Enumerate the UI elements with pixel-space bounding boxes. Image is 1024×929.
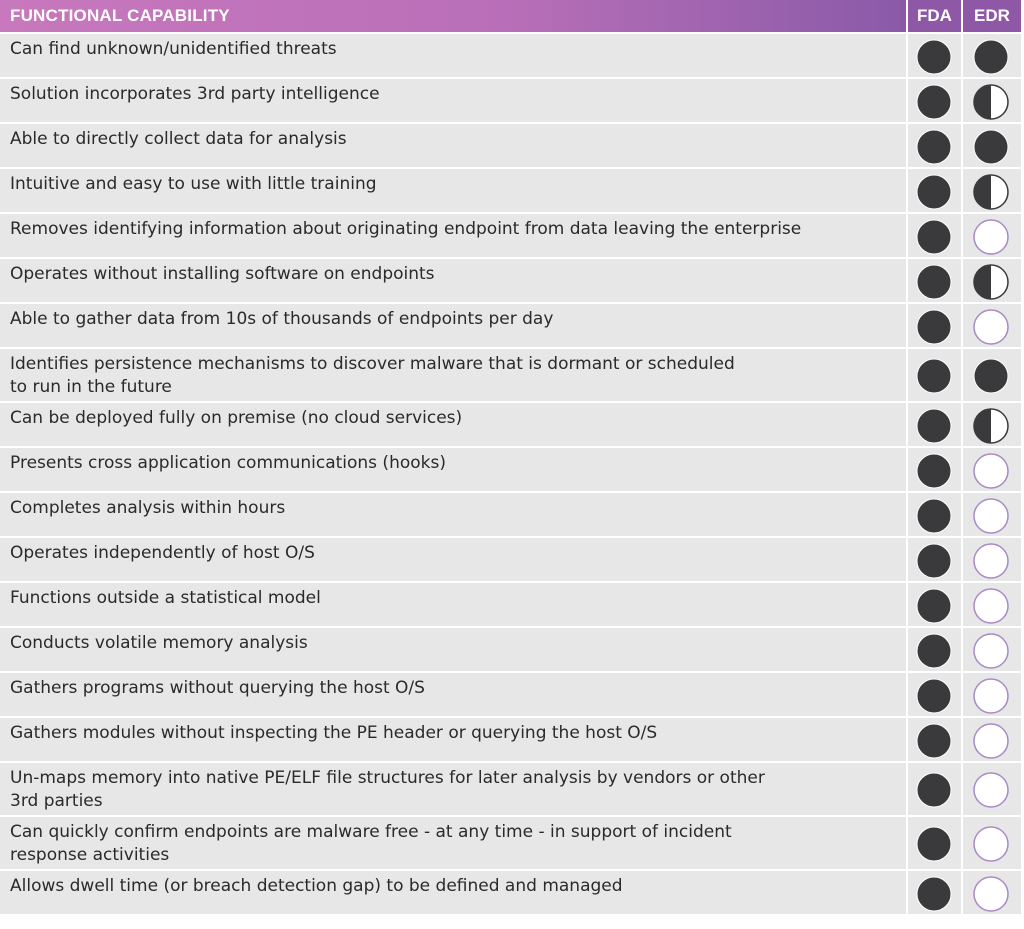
table-row [0,79,1024,122]
capability-label [0,493,906,536]
empty-circle-icon [973,219,1009,255]
full-circle-icon [916,358,952,394]
edr-rating-cell [963,349,1021,401]
fda-rating-cell [908,79,961,122]
edr-rating-cell [963,124,1021,167]
capability-label [0,673,906,716]
capability-label [0,349,906,401]
edr-rating-cell [963,403,1021,446]
table-row [0,259,1024,302]
capability-text-line: Completes analysis within hours [10,498,286,518]
full-circle-icon [916,876,952,912]
capability-label [0,304,906,347]
table-row [0,448,1024,491]
empty-circle-icon [973,309,1009,345]
capability-label [0,34,906,77]
capability-label [0,871,906,914]
table-row [0,304,1024,347]
capability-text-line: Conducts volatile memory analysis [10,633,308,653]
edr-rating-cell [963,718,1021,761]
empty-circle-icon [973,498,1009,534]
table-row [0,403,1024,446]
capability-text-line: Gathers programs without querying the host O/S [10,678,425,698]
capability-text-line: Un-maps memory into native PE/ELF file structures for later analysis by vendors or other [10,768,765,788]
full-circle-icon [916,633,952,669]
edr-rating-cell [963,259,1021,302]
table-row [0,763,1024,815]
header-edr: EDR [963,0,1021,32]
table-row [0,817,1024,869]
capability-label [0,718,906,761]
empty-circle-icon [973,543,1009,579]
full-circle-icon [916,408,952,444]
table-row [0,718,1024,761]
capability-text-line: to run in the future [10,377,172,397]
capability-label [0,259,906,302]
table-row [0,34,1024,77]
capability-text-line: Presents cross application communications (hooks) [10,453,446,473]
empty-circle-icon [973,633,1009,669]
full-circle-icon [973,39,1009,75]
capability-text-line: Can be deployed fully on premise (no cloud services) [10,408,463,428]
table-row [0,169,1024,212]
capability-label [0,124,906,167]
edr-rating-cell [963,763,1021,815]
fda-rating-cell [908,817,961,869]
table-row [0,583,1024,626]
capability-label [0,817,906,869]
full-circle-icon [916,588,952,624]
fda-rating-cell [908,448,961,491]
full-circle-icon [973,129,1009,165]
empty-circle-icon [973,876,1009,912]
full-circle-icon [916,39,952,75]
half-circle-icon [973,264,1009,300]
capability-text-line: Functions outside a statistical model [10,588,321,608]
capability-label [0,403,906,446]
empty-circle-icon [973,588,1009,624]
edr-rating-cell [963,871,1021,914]
edr-rating-cell [963,673,1021,716]
header-capability: FUNCTIONAL CAPABILITY [0,0,906,32]
full-circle-icon [916,543,952,579]
capability-text-line: Removes identifying information about originating endpoint from data leaving the enterprise [10,219,802,239]
full-circle-icon [916,826,952,862]
table-row [0,871,1024,914]
full-circle-icon [916,174,952,210]
edr-rating-cell [963,538,1021,581]
fda-rating-cell [908,871,961,914]
capability-text-line: Intuitive and easy to use with little training [10,174,377,194]
empty-circle-icon [973,453,1009,489]
fda-rating-cell [908,538,961,581]
edr-rating-cell [963,79,1021,122]
full-circle-icon [916,129,952,165]
table-row [0,673,1024,716]
fda-rating-cell [908,214,961,257]
fda-rating-cell [908,403,961,446]
capability-label [0,169,906,212]
edr-rating-cell [963,583,1021,626]
edr-rating-cell [963,214,1021,257]
table-header [0,0,1024,32]
edr-rating-cell [963,448,1021,491]
capability-text-line: Can quickly confirm endpoints are malware free - at any time - in support of incident [10,822,732,842]
full-circle-icon [916,723,952,759]
edr-rating-cell [963,628,1021,671]
fda-rating-cell [908,628,961,671]
table-row [0,493,1024,536]
full-circle-icon [916,678,952,714]
fda-rating-cell [908,493,961,536]
capability-label [0,583,906,626]
capability-text-line: Allows dwell time (or breach detection gap) to be defined and managed [10,876,623,896]
header-fda: FDA [908,0,961,32]
capability-text-line: Able to directly collect data for analysis [10,129,347,149]
full-circle-icon [916,264,952,300]
table-row [0,349,1024,401]
full-circle-icon [916,498,952,534]
empty-circle-icon [973,826,1009,862]
fda-rating-cell [908,673,961,716]
edr-rating-cell [963,493,1021,536]
table-row [0,538,1024,581]
fda-rating-cell [908,124,961,167]
capability-text-line: Identifies persistence mechanisms to discover malware that is dormant or scheduled [10,354,735,374]
empty-circle-icon [973,678,1009,714]
fda-rating-cell [908,169,961,212]
table-row [0,214,1024,257]
full-circle-icon [973,358,1009,394]
fda-rating-cell [908,718,961,761]
full-circle-icon [916,309,952,345]
capability-text-line: response activities [10,845,170,865]
full-circle-icon [916,219,952,255]
capability-label [0,214,906,257]
edr-rating-cell [963,169,1021,212]
edr-rating-cell [963,817,1021,869]
table-row [0,628,1024,671]
capability-label [0,763,906,815]
fda-rating-cell [908,304,961,347]
capability-label [0,79,906,122]
empty-circle-icon [973,772,1009,808]
fda-rating-cell [908,259,961,302]
empty-circle-icon [973,723,1009,759]
fda-rating-cell [908,763,961,815]
edr-rating-cell [963,34,1021,77]
capability-text-line: Can find unknown/unidentified threats [10,39,337,59]
fda-rating-cell [908,583,961,626]
capability-text-line: Gathers modules without inspecting the PE header or querying the host O/S [10,723,658,743]
capability-text-line: Operates without installing software on endpoints [10,264,435,284]
capability-label [0,628,906,671]
half-circle-icon [973,408,1009,444]
table-row [0,124,1024,167]
capability-text-line: 3rd parties [10,791,103,811]
fda-rating-cell [908,34,961,77]
capability-text-line: Operates independently of host O/S [10,543,315,563]
half-circle-icon [973,174,1009,210]
fda-rating-cell [908,349,961,401]
capability-text-line: Solution incorporates 3rd party intelligence [10,84,380,104]
full-circle-icon [916,84,952,120]
edr-rating-cell [963,304,1021,347]
full-circle-icon [916,772,952,808]
full-circle-icon [916,453,952,489]
capability-label [0,538,906,581]
capability-text-line: Able to gather data from 10s of thousands of endpoints per day [10,309,554,329]
capability-label [0,448,906,491]
half-circle-icon [973,84,1009,120]
